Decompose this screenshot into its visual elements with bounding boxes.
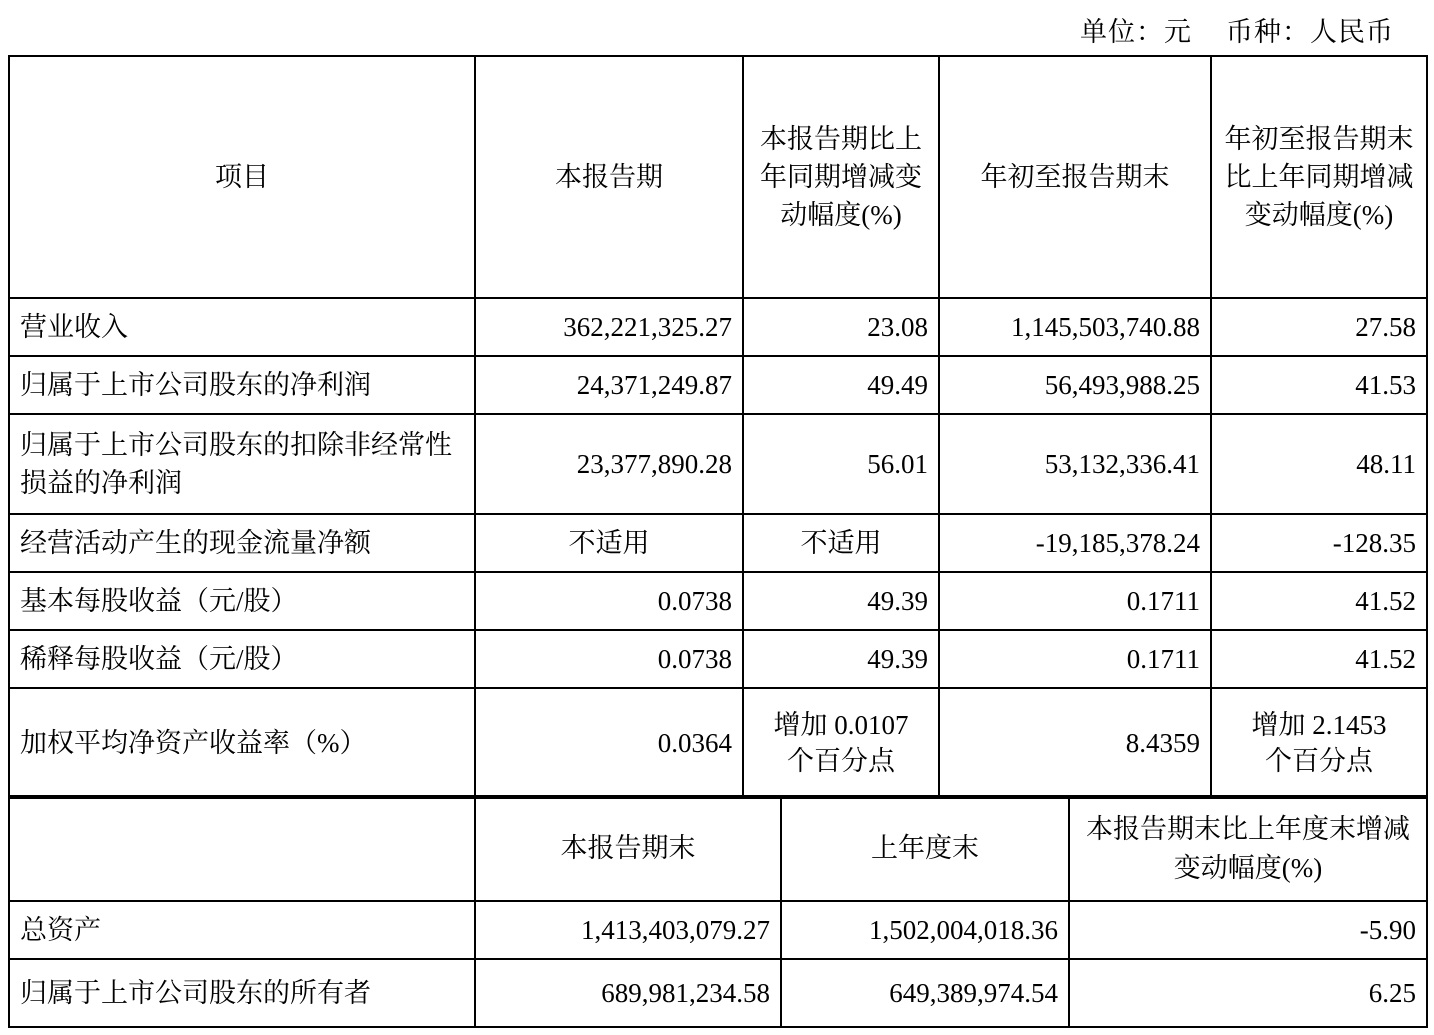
table-row	[9, 414, 1427, 514]
row-ytd-yoy: 27.58	[1211, 298, 1427, 356]
row-current-period-yoy: 49.49	[743, 356, 939, 414]
row-label: 营业收入	[9, 298, 475, 356]
header-current-period-yoy: 本报告期比上年同期增减变动幅度(%)	[743, 56, 939, 298]
row-ytd-yoy: -128.35	[1211, 514, 1427, 572]
row-label: 基本每股收益（元/股）	[9, 572, 475, 630]
row-current-period: 0.0364	[475, 688, 743, 798]
unit-label: 单位：元	[1080, 17, 1192, 47]
table-row	[9, 356, 1427, 414]
header-ytd-yoy: 年初至报告期末比上年同期增减变动幅度(%)	[1211, 56, 1427, 298]
row-label: 归属于上市公司股东的净利润	[9, 356, 475, 414]
table-header-row	[9, 56, 1427, 298]
header-ytd: 年初至报告期末	[939, 56, 1211, 298]
row-current-period: 0.0738	[475, 572, 743, 630]
row-ytd: 53,132,336.41	[939, 414, 1211, 514]
row-change: -5.90	[1069, 901, 1427, 959]
row-label: 稀释每股收益（元/股）	[9, 630, 475, 688]
row-label: 总资产	[9, 901, 475, 959]
header-period-end: 本报告期末	[475, 796, 781, 901]
row-current-period: 23,377,890.28	[475, 414, 743, 514]
row-current-period: 362,221,325.27	[475, 298, 743, 356]
table-header-row	[9, 796, 1427, 901]
row-current-period-yoy	[743, 688, 939, 798]
row-current-period-yoy: 不适用	[743, 514, 939, 572]
table-row	[9, 959, 1427, 1027]
table-row	[9, 688, 1427, 798]
row-change: 6.25	[1069, 959, 1427, 1027]
row-ytd: 0.1711	[939, 630, 1211, 688]
row-ytd: 0.1711	[939, 572, 1211, 630]
row-last-year-end: 649,389,974.54	[781, 959, 1069, 1027]
row-ytd-yoy-line2: 个百分点	[1265, 746, 1373, 776]
row-ytd-yoy-line1: 增加 2.1453	[1251, 709, 1387, 740]
row-ytd-yoy: 41.52	[1211, 572, 1427, 630]
row-period-end: 1,413,403,079.27	[475, 901, 781, 959]
row-label: 加权平均净资产收益率（%）	[9, 688, 475, 798]
table-row	[9, 298, 1427, 356]
row-period-end: 689,981,234.58	[475, 959, 781, 1027]
row-ytd: 56,493,988.25	[939, 356, 1211, 414]
row-current-period: 0.0738	[475, 630, 743, 688]
row-ytd-yoy: 41.53	[1211, 356, 1427, 414]
header-item: 项目	[9, 56, 475, 298]
table-row	[9, 514, 1427, 572]
table-row	[9, 572, 1427, 630]
row-ytd-yoy: 41.52	[1211, 630, 1427, 688]
row-ytd: 8.4359	[939, 688, 1211, 798]
header-current-period: 本报告期	[475, 56, 743, 298]
row-label: 归属于上市公司股东的扣除非经常性损益的净利润	[9, 414, 475, 514]
row-ytd: 1,145,503,740.88	[939, 298, 1211, 356]
row-current-period-yoy: 56.01	[743, 414, 939, 514]
row-ytd-yoy	[1211, 688, 1427, 798]
main-financial-table	[8, 55, 1428, 799]
row-current-period: 不适用	[475, 514, 743, 572]
row-current-period-yoy: 49.39	[743, 630, 939, 688]
table-row	[9, 630, 1427, 688]
header-item	[9, 796, 475, 901]
row-current-period: 24,371,249.87	[475, 356, 743, 414]
header-last-year-end: 上年度末	[781, 796, 1069, 901]
row-label: 经营活动产生的现金流量净额	[9, 514, 475, 572]
row-current-period-yoy-line1: 增加 0.0107	[773, 709, 909, 740]
balance-sheet-table	[8, 795, 1428, 1028]
row-label: 归属于上市公司股东的所有者	[9, 959, 475, 1027]
row-current-period-yoy-line2: 个百分点	[787, 746, 895, 776]
table-row	[9, 901, 1427, 959]
row-ytd: -19,185,378.24	[939, 514, 1211, 572]
row-last-year-end: 1,502,004,018.36	[781, 901, 1069, 959]
currency-label: 币种：人民币	[1226, 17, 1394, 47]
unit-currency-note	[1080, 10, 1394, 49]
header-change: 本报告期末比上年度末增减变动幅度(%)	[1069, 796, 1427, 901]
row-current-period-yoy: 49.39	[743, 572, 939, 630]
row-current-period-yoy: 23.08	[743, 298, 939, 356]
row-ytd-yoy: 48.11	[1211, 414, 1427, 514]
